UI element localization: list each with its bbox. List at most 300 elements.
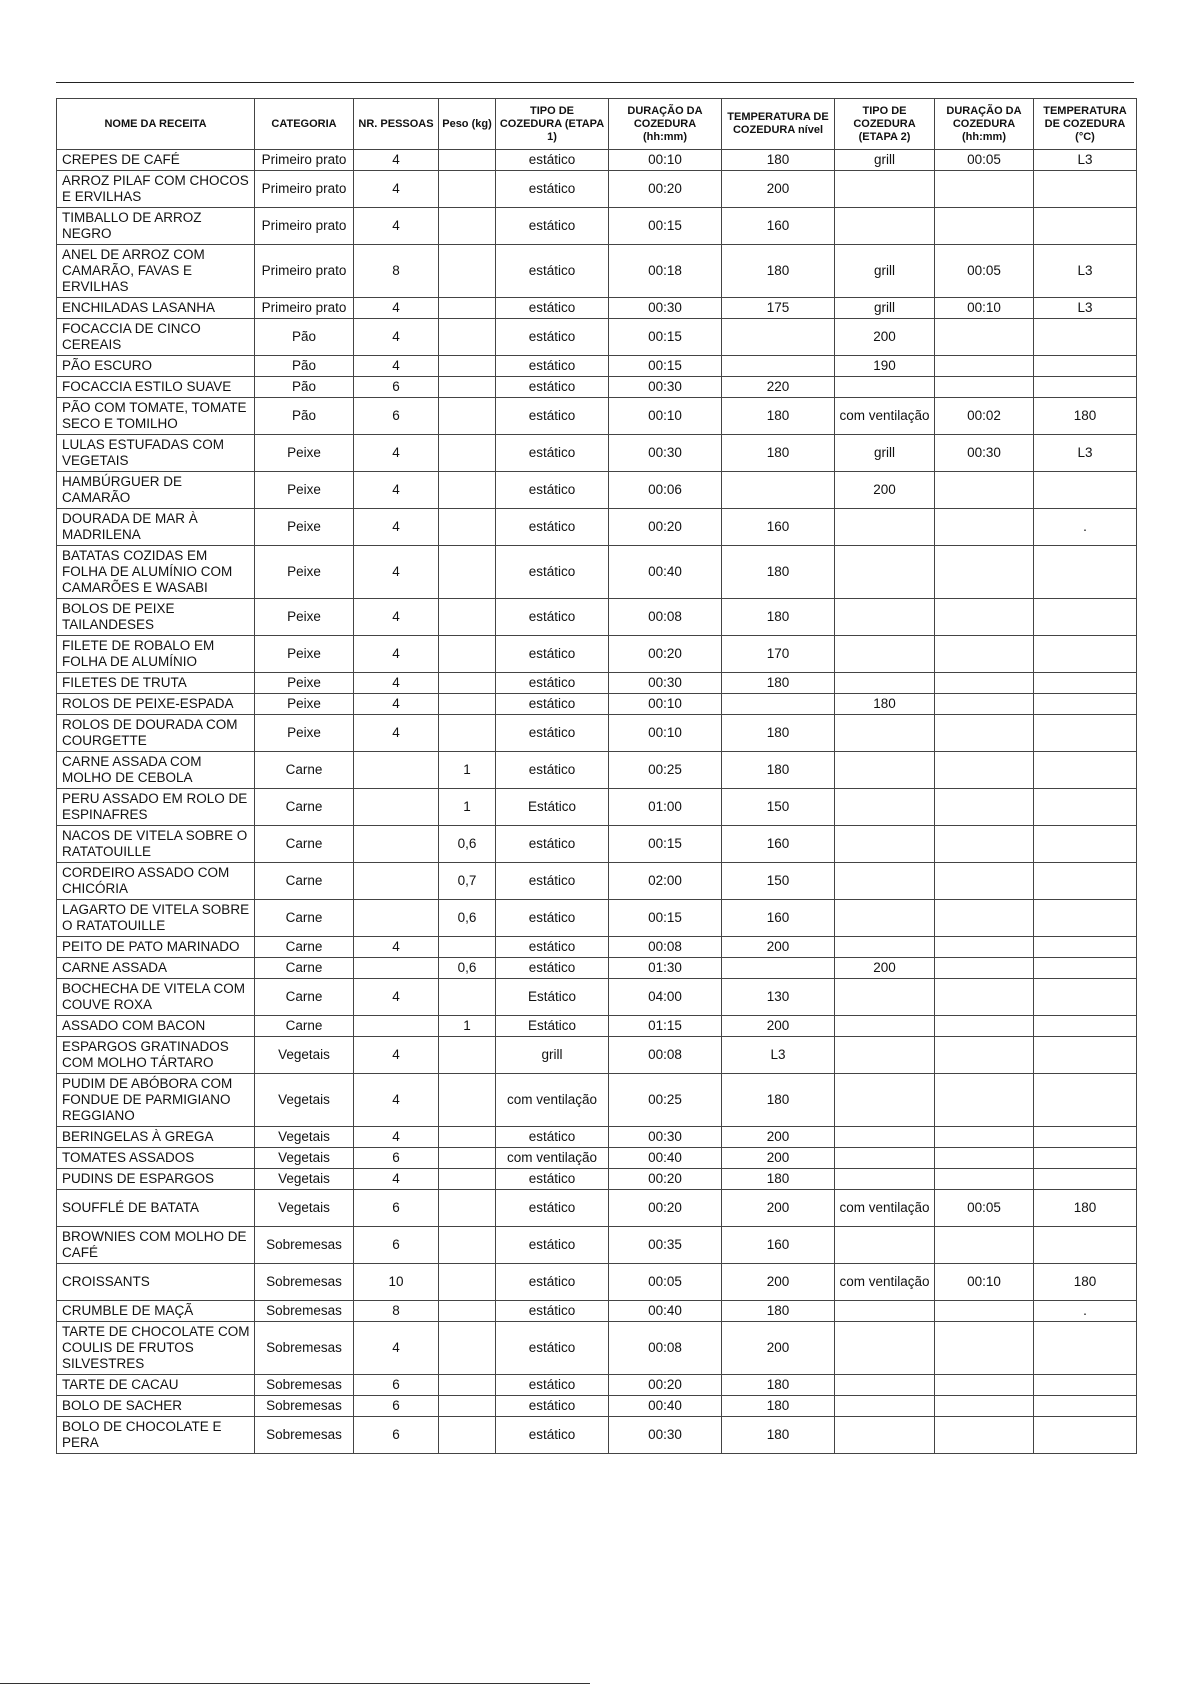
cooking-type-stage-1: estático — [496, 398, 609, 435]
people-count: 4 — [354, 150, 439, 171]
cooking-type-stage-2: grill — [835, 298, 935, 319]
cooking-type-stage-1: com ventilação — [496, 1148, 609, 1169]
cooking-type-stage-1: estático — [496, 863, 609, 900]
table-row — [57, 1375, 1137, 1396]
category: Peixe — [255, 599, 354, 636]
cooking-type-stage-1: estático — [496, 208, 609, 245]
column-header: Peso (kg) — [439, 99, 496, 150]
cooking-duration-stage-2 — [935, 1322, 1034, 1375]
cooking-temperature-level: 130 — [722, 979, 835, 1016]
people-count: 6 — [354, 398, 439, 435]
people-count: 4 — [354, 356, 439, 377]
cooking-temperature-level: 170 — [722, 636, 835, 673]
cooking-duration-stage-2: 00:05 — [935, 245, 1034, 298]
cooking-type-stage-2 — [835, 1417, 935, 1454]
weight-kg — [439, 1037, 496, 1074]
cooking-temperature-level: 175 — [722, 298, 835, 319]
cooking-type-stage-2 — [835, 509, 935, 546]
weight-kg — [439, 377, 496, 398]
category: Sobremesas — [255, 1375, 354, 1396]
cooking-type-stage-2 — [835, 1396, 935, 1417]
recipe-name: LAGARTO DE VITELA SOBRE O RATATOUILLE — [57, 900, 255, 937]
cooking-type-stage-1: estático — [496, 694, 609, 715]
recipe-name: FILETES DE TRUTA — [57, 673, 255, 694]
cooking-temperature-level: 180 — [722, 1074, 835, 1127]
cooking-temperature-level: 180 — [722, 150, 835, 171]
people-count: 6 — [354, 1190, 439, 1227]
weight-kg — [439, 398, 496, 435]
recipe-name: ANEL DE ARROZ COM CAMARÃO, FAVAS E ERVILHAS — [57, 245, 255, 298]
people-count: 4 — [354, 546, 439, 599]
recipe-name: DOURADA DE MAR À MADRILENA — [57, 509, 255, 546]
people-count: 8 — [354, 1301, 439, 1322]
cooking-temperature-celsius — [1034, 1037, 1137, 1074]
cooking-type-stage-2: 190 — [835, 356, 935, 377]
cooking-temperature-celsius — [1034, 599, 1137, 636]
cooking-type-stage-2 — [835, 789, 935, 826]
cooking-type-stage-2: com ventilação — [835, 398, 935, 435]
cooking-type-stage-2 — [835, 673, 935, 694]
cooking-duration-stage-1: 00:10 — [609, 150, 722, 171]
cooking-duration-stage-1: 00:25 — [609, 1074, 722, 1127]
recipe-name: CREPES DE CAFÉ — [57, 150, 255, 171]
people-count: 4 — [354, 171, 439, 208]
cooking-duration-stage-2 — [935, 1074, 1034, 1127]
cooking-temperature-celsius — [1034, 356, 1137, 377]
weight-kg — [439, 599, 496, 636]
cooking-temperature-celsius — [1034, 673, 1137, 694]
cooking-type-stage-2: 200 — [835, 958, 935, 979]
people-count: 4 — [354, 319, 439, 356]
people-count — [354, 1016, 439, 1037]
cooking-type-stage-1: estático — [496, 1264, 609, 1301]
cooking-duration-stage-2 — [935, 900, 1034, 937]
people-count: 6 — [354, 1227, 439, 1264]
recipe-name: BOCHECHA DE VITELA COM COUVE ROXA — [57, 979, 255, 1016]
recipe-name: FILETE DE ROBALO EM FOLHA DE ALUMÍNIO — [57, 636, 255, 673]
cooking-duration-stage-1: 00:08 — [609, 937, 722, 958]
cooking-temperature-celsius: L3 — [1034, 245, 1137, 298]
cooking-temperature-celsius: 180 — [1034, 398, 1137, 435]
recipe-name: SOUFFLÉ DE BATATA — [57, 1190, 255, 1227]
category: Carne — [255, 979, 354, 1016]
weight-kg — [439, 171, 496, 208]
cooking-temperature-celsius — [1034, 171, 1137, 208]
cooking-type-stage-2: com ventilação — [835, 1190, 935, 1227]
cooking-temperature-level — [722, 694, 835, 715]
weight-kg — [439, 979, 496, 1016]
category: Carne — [255, 937, 354, 958]
cooking-type-stage-2 — [835, 1301, 935, 1322]
cooking-temperature-level: 180 — [722, 546, 835, 599]
cooking-duration-stage-1: 01:00 — [609, 789, 722, 826]
cooking-temperature-celsius — [1034, 1169, 1137, 1190]
cooking-type-stage-1: estático — [496, 150, 609, 171]
cooking-type-stage-2 — [835, 599, 935, 636]
table-row — [57, 150, 1137, 171]
cooking-duration-stage-2 — [935, 1417, 1034, 1454]
cooking-duration-stage-2 — [935, 319, 1034, 356]
category: Carne — [255, 900, 354, 937]
category: Peixe — [255, 715, 354, 752]
cooking-duration-stage-1: 00:15 — [609, 319, 722, 356]
cooking-duration-stage-1: 00:30 — [609, 1127, 722, 1148]
bottom-rule — [0, 1683, 590, 1684]
cooking-duration-stage-2 — [935, 509, 1034, 546]
cooking-temperature-celsius — [1034, 958, 1137, 979]
cooking-temperature-level: 200 — [722, 171, 835, 208]
category: Peixe — [255, 509, 354, 546]
cooking-type-stage-1: estático — [496, 319, 609, 356]
recipe-name: PÃO ESCURO — [57, 356, 255, 377]
recipe-name: HAMBÚRGUER DE CAMARÃO — [57, 472, 255, 509]
recipe-name: BATATAS COZIDAS EM FOLHA DE ALUMÍNIO COM CAMARÕES E WASABI — [57, 546, 255, 599]
cooking-duration-stage-1: 00:18 — [609, 245, 722, 298]
recipe-name: BERINGELAS À GREGA — [57, 1127, 255, 1148]
table-row — [57, 958, 1137, 979]
cooking-type-stage-1: estático — [496, 245, 609, 298]
recipe-name: NACOS DE VITELA SOBRE O RATATOUILLE — [57, 826, 255, 863]
cooking-duration-stage-1: 00:40 — [609, 1396, 722, 1417]
cooking-temperature-celsius — [1034, 1016, 1137, 1037]
table-row — [57, 472, 1137, 509]
cooking-temperature-level: 160 — [722, 1227, 835, 1264]
cooking-temperature-level: L3 — [722, 1037, 835, 1074]
recipe-name: BROWNIES COM MOLHO DE CAFÉ — [57, 1227, 255, 1264]
cooking-temperature-celsius — [1034, 900, 1137, 937]
people-count: 4 — [354, 435, 439, 472]
category: Peixe — [255, 673, 354, 694]
recipe-table — [56, 98, 1137, 1454]
weight-kg — [439, 509, 496, 546]
cooking-duration-stage-1: 02:00 — [609, 863, 722, 900]
category: Sobremesas — [255, 1417, 354, 1454]
cooking-temperature-celsius — [1034, 472, 1137, 509]
weight-kg — [439, 1148, 496, 1169]
weight-kg — [439, 1301, 496, 1322]
cooking-temperature-level — [722, 958, 835, 979]
cooking-temperature-level: 200 — [722, 1148, 835, 1169]
cooking-duration-stage-1: 00:40 — [609, 1148, 722, 1169]
column-header: DURAÇÃO DA COZEDURA (hh:mm) — [609, 99, 722, 150]
cooking-type-stage-1: estático — [496, 509, 609, 546]
cooking-duration-stage-2 — [935, 1375, 1034, 1396]
table-row — [57, 900, 1137, 937]
table-row — [57, 319, 1137, 356]
recipe-name: BOLO DE CHOCOLATE E PERA — [57, 1417, 255, 1454]
cooking-duration-stage-2 — [935, 937, 1034, 958]
cooking-duration-stage-1: 00:40 — [609, 1301, 722, 1322]
recipe-name: TOMATES ASSADOS — [57, 1148, 255, 1169]
cooking-type-stage-2: 180 — [835, 694, 935, 715]
recipe-name: CARNE ASSADA — [57, 958, 255, 979]
recipe-name: CARNE ASSADA COM MOLHO DE CEBOLA — [57, 752, 255, 789]
category: Vegetais — [255, 1169, 354, 1190]
cooking-duration-stage-1: 00:30 — [609, 673, 722, 694]
weight-kg — [439, 245, 496, 298]
cooking-type-stage-2 — [835, 900, 935, 937]
cooking-duration-stage-2 — [935, 356, 1034, 377]
cooking-duration-stage-1: 00:35 — [609, 1227, 722, 1264]
cooking-temperature-celsius — [1034, 863, 1137, 900]
cooking-type-stage-2: 200 — [835, 319, 935, 356]
category: Primeiro prato — [255, 245, 354, 298]
cooking-temperature-level: 160 — [722, 826, 835, 863]
cooking-temperature-level: 180 — [722, 435, 835, 472]
table-row — [57, 1417, 1137, 1454]
recipe-name: FOCACCIA DE CINCO CEREAIS — [57, 319, 255, 356]
cooking-duration-stage-1: 00:20 — [609, 1169, 722, 1190]
recipe-name: BOLOS DE PEIXE TAILANDESES — [57, 599, 255, 636]
weight-kg: 0,6 — [439, 900, 496, 937]
table-row — [57, 356, 1137, 377]
cooking-duration-stage-1: 00:06 — [609, 472, 722, 509]
weight-kg — [439, 1396, 496, 1417]
recipe-name: PÃO COM TOMATE, TOMATE SECO E TOMILHO — [57, 398, 255, 435]
cooking-duration-stage-2: 00:30 — [935, 435, 1034, 472]
recipe-name: PUDIM DE ABÓBORA COM FONDUE DE PARMIGIANO REGGIANO — [57, 1074, 255, 1127]
people-count: 4 — [354, 636, 439, 673]
category: Pão — [255, 377, 354, 398]
cooking-temperature-level: 180 — [722, 752, 835, 789]
table-row — [57, 937, 1137, 958]
column-header: NOME DA RECEITA — [57, 99, 255, 150]
cooking-temperature-celsius — [1034, 1322, 1137, 1375]
category: Peixe — [255, 546, 354, 599]
recipe-name: ROLOS DE DOURADA COM COURGETTE — [57, 715, 255, 752]
cooking-temperature-level: 160 — [722, 900, 835, 937]
cooking-duration-stage-2: 00:05 — [935, 150, 1034, 171]
table-row — [57, 715, 1137, 752]
cooking-temperature-level: 180 — [722, 1169, 835, 1190]
cooking-type-stage-1: estático — [496, 1396, 609, 1417]
cooking-type-stage-1: estático — [496, 958, 609, 979]
cooking-type-stage-2 — [835, 1227, 935, 1264]
cooking-type-stage-1: estático — [496, 1322, 609, 1375]
cooking-temperature-celsius: 180 — [1034, 1264, 1137, 1301]
cooking-temperature-celsius — [1034, 937, 1137, 958]
cooking-type-stage-1: estático — [496, 599, 609, 636]
people-count: 4 — [354, 937, 439, 958]
cooking-type-stage-2 — [835, 1127, 935, 1148]
cooking-type-stage-1: estático — [496, 752, 609, 789]
table-row — [57, 789, 1137, 826]
cooking-duration-stage-2: 00:05 — [935, 1190, 1034, 1227]
cooking-temperature-celsius: . — [1034, 1301, 1137, 1322]
table-row — [57, 298, 1137, 319]
category: Primeiro prato — [255, 208, 354, 245]
people-count: 4 — [354, 509, 439, 546]
cooking-duration-stage-1: 00:20 — [609, 509, 722, 546]
table-row — [57, 377, 1137, 398]
weight-kg — [439, 1264, 496, 1301]
cooking-type-stage-2 — [835, 171, 935, 208]
people-count: 4 — [354, 1074, 439, 1127]
people-count: 4 — [354, 208, 439, 245]
cooking-temperature-level: 150 — [722, 863, 835, 900]
cooking-temperature-celsius — [1034, 1127, 1137, 1148]
cooking-duration-stage-2 — [935, 208, 1034, 245]
cooking-type-stage-2 — [835, 1148, 935, 1169]
cooking-type-stage-1: estático — [496, 1190, 609, 1227]
column-header: TEMPERATURA DE COZEDURA nível — [722, 99, 835, 150]
cooking-duration-stage-1: 00:20 — [609, 636, 722, 673]
people-count: 4 — [354, 472, 439, 509]
weight-kg: 0,6 — [439, 826, 496, 863]
cooking-duration-stage-1: 00:15 — [609, 208, 722, 245]
weight-kg — [439, 1417, 496, 1454]
recipe-name: CROISSANTS — [57, 1264, 255, 1301]
people-count — [354, 958, 439, 979]
cooking-duration-stage-2 — [935, 546, 1034, 599]
cooking-duration-stage-2 — [935, 1037, 1034, 1074]
cooking-duration-stage-2: 00:02 — [935, 398, 1034, 435]
cooking-type-stage-2 — [835, 636, 935, 673]
category: Peixe — [255, 694, 354, 715]
weight-kg — [439, 298, 496, 319]
weight-kg: 0,7 — [439, 863, 496, 900]
cooking-temperature-level: 200 — [722, 1264, 835, 1301]
column-header: CATEGORIA — [255, 99, 354, 150]
cooking-duration-stage-2 — [935, 171, 1034, 208]
cooking-type-stage-1: estático — [496, 1169, 609, 1190]
table-row — [57, 171, 1137, 208]
cooking-duration-stage-2 — [935, 1396, 1034, 1417]
category: Vegetais — [255, 1074, 354, 1127]
cooking-duration-stage-1: 00:30 — [609, 435, 722, 472]
cooking-type-stage-2: grill — [835, 435, 935, 472]
cooking-temperature-level: 180 — [722, 1396, 835, 1417]
cooking-type-stage-1: estático — [496, 1227, 609, 1264]
cooking-type-stage-2 — [835, 752, 935, 789]
cooking-duration-stage-1: 00:15 — [609, 826, 722, 863]
table-row — [57, 752, 1137, 789]
cooking-duration-stage-2 — [935, 789, 1034, 826]
table-row — [57, 1227, 1137, 1264]
cooking-duration-stage-2 — [935, 1227, 1034, 1264]
weight-kg — [439, 636, 496, 673]
column-header: TIPO DE COZEDURA (ETAPA 1) — [496, 99, 609, 150]
cooking-duration-stage-1: 00:25 — [609, 752, 722, 789]
people-count: 8 — [354, 245, 439, 298]
table-row — [57, 1322, 1137, 1375]
cooking-duration-stage-1: 00:10 — [609, 398, 722, 435]
cooking-type-stage-1: Estático — [496, 979, 609, 1016]
cooking-duration-stage-2: 00:10 — [935, 1264, 1034, 1301]
people-count: 4 — [354, 1127, 439, 1148]
recipe-name: ASSADO COM BACON — [57, 1016, 255, 1037]
weight-kg: 0,6 — [439, 958, 496, 979]
table-row — [57, 1016, 1137, 1037]
column-header: DURAÇÃO DA COZEDURA (hh:mm) — [935, 99, 1034, 150]
cooking-duration-stage-2 — [935, 599, 1034, 636]
cooking-duration-stage-2 — [935, 826, 1034, 863]
cooking-duration-stage-2: 00:10 — [935, 298, 1034, 319]
cooking-temperature-level: 180 — [722, 398, 835, 435]
category: Vegetais — [255, 1148, 354, 1169]
column-header: NR. PESSOAS — [354, 99, 439, 150]
cooking-type-stage-1: estático — [496, 715, 609, 752]
cooking-duration-stage-1: 00:30 — [609, 377, 722, 398]
recipe-name: CORDEIRO ASSADO COM CHICÓRIA — [57, 863, 255, 900]
cooking-type-stage-2 — [835, 208, 935, 245]
table-row — [57, 509, 1137, 546]
cooking-temperature-level: 180 — [722, 1301, 835, 1322]
cooking-type-stage-1: estático — [496, 1301, 609, 1322]
category: Vegetais — [255, 1190, 354, 1227]
weight-kg — [439, 1375, 496, 1396]
category: Sobremesas — [255, 1301, 354, 1322]
weight-kg — [439, 546, 496, 599]
cooking-temperature-level: 200 — [722, 1322, 835, 1375]
category: Peixe — [255, 636, 354, 673]
people-count: 6 — [354, 1148, 439, 1169]
cooking-duration-stage-2 — [935, 1016, 1034, 1037]
cooking-temperature-level: 180 — [722, 599, 835, 636]
people-count — [354, 826, 439, 863]
cooking-type-stage-1: estático — [496, 377, 609, 398]
recipe-name: ARROZ PILAF COM CHOCOS E ERVILHAS — [57, 171, 255, 208]
table-row — [57, 398, 1137, 435]
cooking-duration-stage-2 — [935, 752, 1034, 789]
table-row — [57, 1148, 1137, 1169]
cooking-temperature-celsius — [1034, 979, 1137, 1016]
category: Primeiro prato — [255, 298, 354, 319]
cooking-temperature-celsius — [1034, 319, 1137, 356]
table-row — [57, 1074, 1137, 1127]
cooking-type-stage-1: estático — [496, 298, 609, 319]
category: Primeiro prato — [255, 150, 354, 171]
recipe-name: ROLOS DE PEIXE-ESPADA — [57, 694, 255, 715]
cooking-temperature-celsius — [1034, 789, 1137, 826]
category: Pão — [255, 319, 354, 356]
category: Peixe — [255, 472, 354, 509]
weight-kg — [439, 694, 496, 715]
table-row — [57, 826, 1137, 863]
column-header: TEMPERATURA DE COZEDURA (°C) — [1034, 99, 1137, 150]
recipe-name: BOLO DE SACHER — [57, 1396, 255, 1417]
cooking-type-stage-2 — [835, 937, 935, 958]
recipe-name: PERU ASSADO EM ROLO DE ESPINAFRES — [57, 789, 255, 826]
recipe-name: FOCACCIA ESTILO SUAVE — [57, 377, 255, 398]
table-row — [57, 863, 1137, 900]
category: Peixe — [255, 435, 354, 472]
category: Primeiro prato — [255, 171, 354, 208]
weight-kg — [439, 208, 496, 245]
table-row — [57, 245, 1137, 298]
weight-kg — [439, 715, 496, 752]
cooking-type-stage-2 — [835, 979, 935, 1016]
table-row — [57, 1190, 1137, 1227]
cooking-temperature-level: 220 — [722, 377, 835, 398]
column-header: TIPO DE COZEDURA (ETAPA 2) — [835, 99, 935, 150]
cooking-temperature-level: 180 — [722, 673, 835, 694]
weight-kg: 1 — [439, 1016, 496, 1037]
cooking-temperature-celsius — [1034, 377, 1137, 398]
cooking-duration-stage-1: 00:15 — [609, 900, 722, 937]
people-count: 4 — [354, 1037, 439, 1074]
category: Sobremesas — [255, 1264, 354, 1301]
cooking-temperature-level: 180 — [722, 1375, 835, 1396]
cooking-temperature-level: 200 — [722, 1127, 835, 1148]
cooking-type-stage-1: estático — [496, 1127, 609, 1148]
cooking-type-stage-1: estático — [496, 472, 609, 509]
table-body — [57, 150, 1137, 1454]
cooking-type-stage-2 — [835, 546, 935, 599]
people-count: 6 — [354, 1375, 439, 1396]
people-count: 4 — [354, 673, 439, 694]
cooking-type-stage-2: com ventilação — [835, 1264, 935, 1301]
